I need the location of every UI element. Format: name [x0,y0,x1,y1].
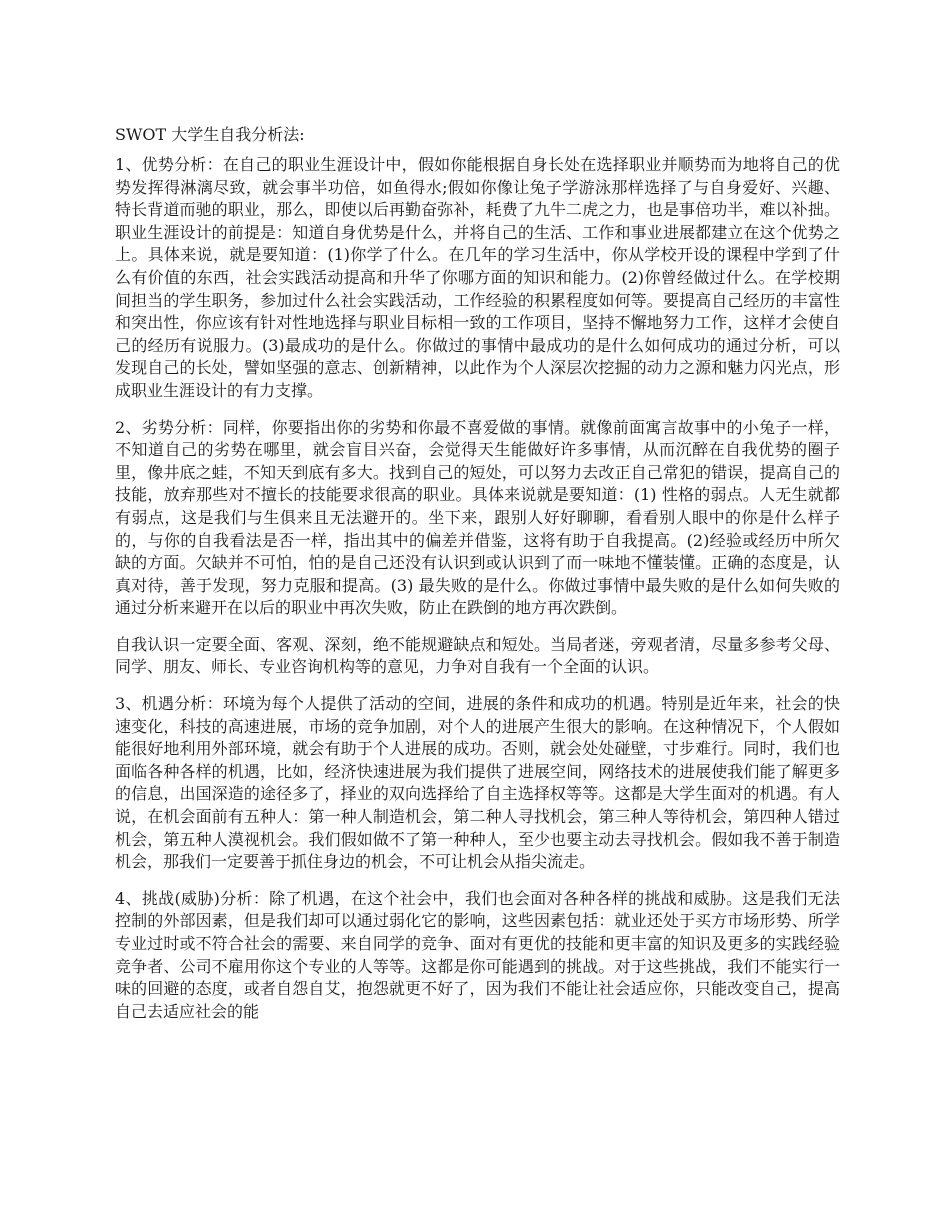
paragraph-opportunity-analysis: 3、机遇分析：环境为每个人提供了活动的空间，进展的条件和成功的机遇。特别是近年来，社会的快速变化，科技的高速进展，市场的竞争加剧，对个人的进展产生很大的影响。在这种情况下，个人假如能很好地利用外部环境，就会有助于个人进展的成功。否则，就会处处碰壁，寸步难行。同时，我们也面临各种各样的机遇，比如，经济快速进展为我们提供了进展空间，网络技术的进展使我们能了解更多的信息，出国深造的途径多了，择业的双向选择给了自主选择权等等。这都是大学生面对的机遇。有人说，在机会面前有五种人：第一种人制造机会，第二种人寻找机会，第三种人等待机会，第四种人错过机会，第五种人漠视机会。我们假如做不了第一种种人，至少也要主动去寻找机会。假如我不善于制造机会，那我们一定要善于抓住身边的机会，不可让机会从指尖流走。 [115,694,840,872]
document-page [115,124,840,1037]
paragraph-strength-analysis: 1、优势分析：在自己的职业生涯设计中，假如你能根据自身长处在选择职业并顺势而为地将自己的优势发挥得淋漓尽致，就会事半功倍，如鱼得水;假如你像让兔子学游泳那样选择了与自身爱好、兴趣、特长背道而驰的职业，那么，即使以后再勤奋弥补，耗费了九牛二虎之力，也是事倍功半，难以补拙。职业生涯设计的前提是：知道自身优势是什么，并将自己的生活、工作和事业进展都建立在这个优势之上。具体来说，就是要知道：(1)你学了什么。在几年的学习生活中，你从学校开设的课程中学到了什么有价值的东西，社会实践活动提高和升华了你哪方面的知识和能力。(2)你曾经做过什么。在学校期间担当的学生职务，参加过什么社会实践活动，工作经验的积累程度如何等。要提高自己经历的丰富性和突出性，你应该有针对性地选择与职业目标相一致的工作项目，坚持不懈地努力工作，这样才会使自己的经历有说服力。(3)最成功的是什么。你做过的事情中最成功的是什么如何成功的通过分析，可以发现自己的长处，譬如坚强的意志、创新精神，以此作为个人深层次挖掘的动力之源和魅力闪光点，形成职业生涯设计的有力支撑。 [115,155,840,400]
paragraph-threat-analysis: 4、挑战(威胁)分析：除了机遇，在这个社会中，我们也会面对各种各样的挑战和威胁。这是我们无法控制的外部因素，但是我们却可以通过弱化它的影响，这些因素包括：就业还处于买方市场形势、所学专业过时或不符合社会的需要、来自同学的竞争、面对有更优的技能和更丰富的知识及更多的实践经验竞争者、公司不雇用你这个专业的人等等。这都是你可能遇到的挑战。对于这些挑战，我们不能实行一味的回避的态度，或者自怨自艾，抱怨就更不好了，因为我们不能让社会适应你，只能改变自己，提高自己去适应社会的能 [115,888,840,1021]
paragraph-weakness-analysis: 2、劣势分析：同样，你要指出你的劣势和你最不喜爱做的事情。就像前面寓言故事中的小兔子一样，不知道自己的劣势在哪里，就会盲目兴奋，会觉得天生能做好许多事情，从而沉醉在自我优势的圈子里，像井底之蛙，不知天到底有多大。找到自己的短处，可以努力去改正自己常犯的错误，提高自己的技能，放弃那些对不擅长的技能要求很高的职业。具体来说就是要知道：(1) 性格的弱点。人无生就都有弱点，这是我们与生俱来且无法避开的。坐下来，跟别人好好聊聊，看看别人眼中的你是什么样子的，与你的自我看法是否一样，指出其中的偏差并借鉴，这将有助于自我提高。(2)经验或经历中所欠缺的方面。欠缺并不可怕，怕的是自己还没有认识到或认识到了而一味地不懂装懂。正确的态度是，认真对待，善于发现，努力克服和提高。(3) 最失败的是什么。你做过事情中最失败的是什么如何失败的通过分析来避开在以后的职业中再次失败，防止在跌倒的地方再次跌倒。 [115,417,840,618]
document-title: SWOT 大学生自我分析法: [115,125,305,144]
paragraph-self-awareness: 自我认识一定要全面、客观、深刻，绝不能规避缺点和短处。当局者迷，旁观者清，尽量多参考父母、同学、朋友、师长、专业咨询机构等的意见，力争对自我有一个全面的认识。 [115,634,840,677]
